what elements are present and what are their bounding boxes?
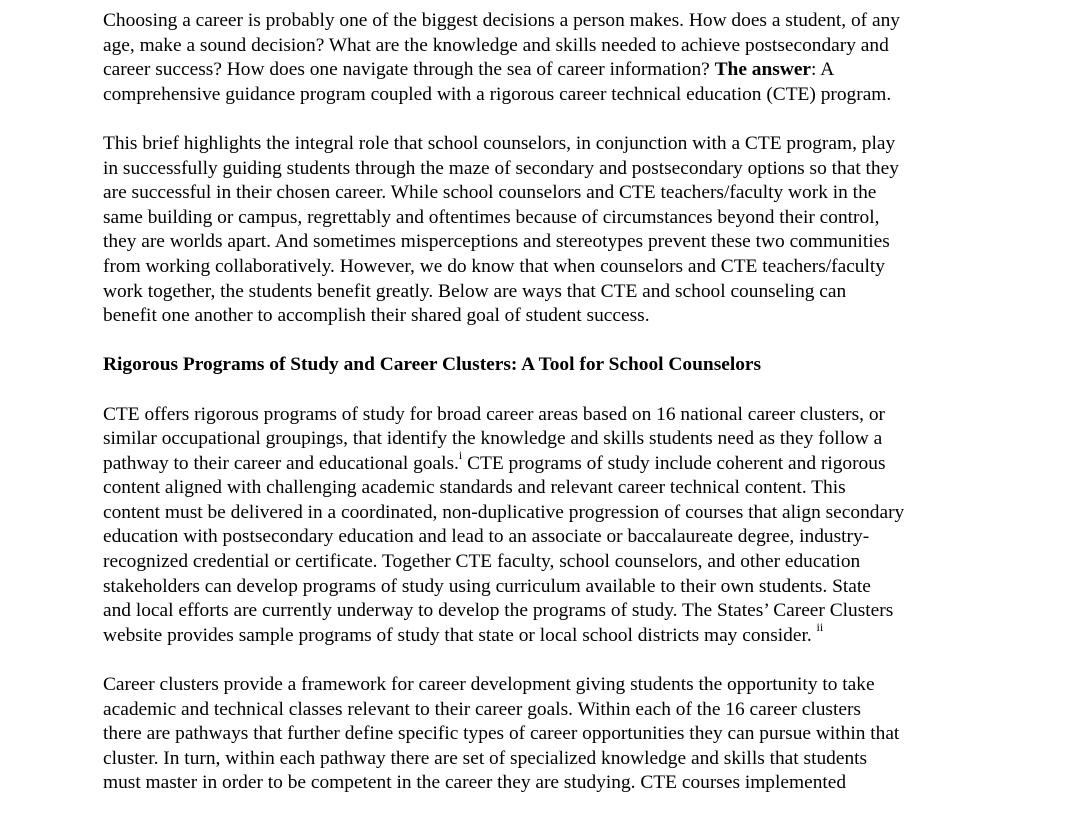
text-line: This brief highlights the integral role that school counselors, in conjunction with a CTE program, play (103, 132, 896, 154)
text-line: and local efforts are currently underway to develop the programs of study. The States’ Career Clusters (103, 600, 894, 622)
text-line: content must be delivered in a coordinated, non-duplicative progression of courses that align secondary (103, 501, 905, 523)
text-line: stakeholders can develop programs of study using curriculum available to their own students. State (103, 575, 871, 597)
text-line (103, 58, 988, 83)
text-line: Career clusters provide a framework for career development giving students the opportunity to take (103, 674, 875, 696)
text-line: they are worlds apart. And sometimes misperceptions and stereotypes prevent these two communities (103, 231, 890, 253)
text-line: academic and technical classes relevant to their career goals. Within each of the 16 career clusters (103, 698, 861, 720)
intro-paragraph (103, 9, 988, 107)
text-span: career success? How does one navigate through the sea of career information? (103, 59, 715, 81)
document-page (103, 9, 988, 821)
text-line: benefit one another to accomplish their shared goal of student success. (103, 305, 650, 327)
text-span: website provides sample programs of study that state or local school districts may consider. (103, 624, 817, 646)
text-line: recognized credential or certificate. Together CTE faculty, school counselors, and other education (103, 551, 861, 573)
text-line: in successfully guiding students through the maze of secondary and postsecondary options so that they (103, 157, 899, 179)
text-line: comprehensive guidance program coupled with a rigorous career technical education (CTE) program. (103, 83, 892, 105)
text-line: work together, the students benefit greatly. Below are ways that CTE and school counseling can (103, 280, 847, 302)
text-line: cluster. In turn, within each pathway there are set of specialized knowledge and skills that students (103, 747, 868, 769)
text-span: : A (811, 59, 835, 81)
text-line: from working collaboratively. However, we do know that when counselors and CTE teachers/faculty (103, 255, 885, 277)
text-line: are successful in their chosen career. While school counselors and CTE teachers/faculty work in the (103, 182, 877, 204)
text-line: there are pathways that further define specific types of career opportunities they can pursue within that (103, 723, 900, 745)
text-line (103, 448, 988, 477)
text-line: content aligned with challenging academic standards and relevant career technical content. This (103, 477, 846, 499)
text-line: Choosing a career is probably one of the biggest decisions a person makes. How does a student, of any (103, 10, 900, 31)
text-line: education with postsecondary education and lead to an associate or baccalaureate degree, industry- (103, 526, 870, 548)
answer-label: The answer (714, 59, 812, 81)
clusters-paragraph (103, 673, 988, 796)
text-line (103, 620, 988, 649)
text-line: CTE offers rigorous programs of study for broad career areas based on 16 national career clusters, or (103, 403, 885, 425)
text-line: must master in order to be competent in the career they are studying. CTE courses implemented (103, 772, 847, 794)
footnote-marker[interactable]: ii (816, 620, 824, 635)
section-heading: Rigorous Programs of Study and Career Clusters: A Tool for School Counselors (103, 354, 762, 376)
text-span: CTE programs of study include coherent and rigorous (462, 452, 886, 474)
programs-paragraph (103, 403, 988, 649)
brief-paragraph (103, 132, 988, 329)
text-line: age, make a sound decision? What are the knowledge and skills needed to achieve postsecondary and (103, 34, 889, 56)
text-line: same building or campus, regrettably and oftentimes because of circumstances beyond their control, (103, 206, 880, 228)
text-line: similar occupational groupings, that identify the knowledge and skills students need as they follow a (103, 428, 883, 450)
text-span: pathway to their career and educational goals. (103, 452, 459, 474)
footnote-marker[interactable]: i (458, 448, 463, 463)
